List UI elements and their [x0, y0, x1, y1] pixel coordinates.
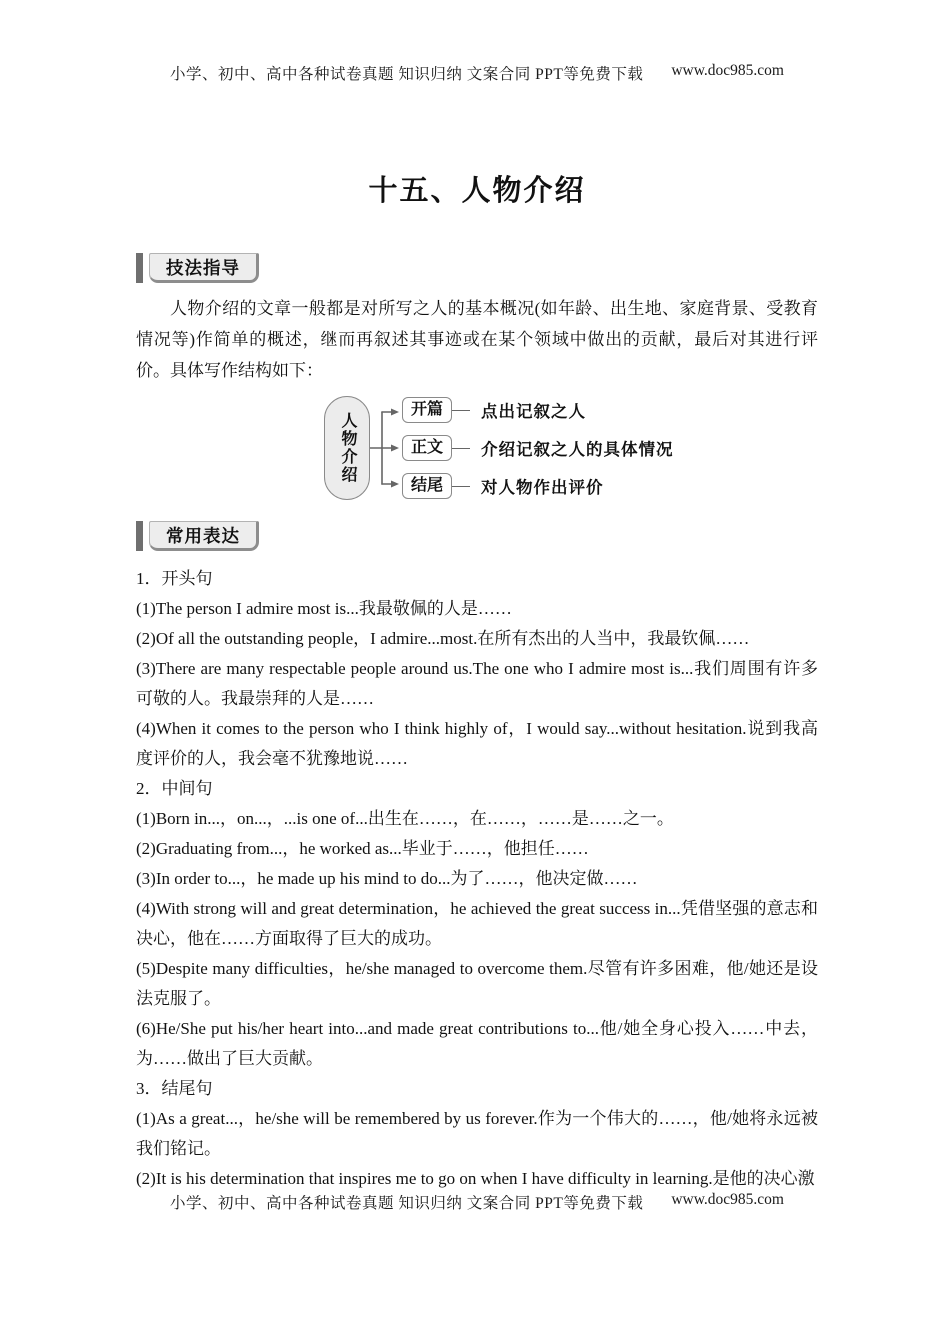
- document-body: [136, 168, 818, 1194]
- expression-item: (2)Graduating from...，he worked as...毕业于……，他担任……: [136, 839, 589, 858]
- branch-dash-line: [452, 448, 470, 449]
- connector-lines-icon: [370, 396, 402, 500]
- diagram-branch-ending: [402, 472, 674, 500]
- expression-item: (2)Of all the outstanding people，I admire...most.在所有杰出的人当中，我最钦佩……: [136, 629, 750, 648]
- branch-node-box: 开篇: [402, 397, 452, 423]
- header-text: 小学、初中、高中各种试卷真题 知识归纳 文案合同 PPT等免费下载: [170, 66, 644, 83]
- diagram-root-label: 人物介绍: [339, 412, 356, 484]
- footer-text: 小学、初中、高中各种试卷真题 知识归纳 文案合同 PPT等免费下载: [170, 1195, 644, 1212]
- expression-item: (4)With strong will and great determination，he achieved the great success in...凭借坚强的意志和决心，他在……方面取得了巨大的成功。: [136, 899, 818, 948]
- expression-item: (3)There are many respectable people around us.The one who I admire most is...我们周围有许多可敬的人。我最崇拜的人是……: [136, 659, 818, 708]
- group-heading: 1．开头句: [136, 569, 213, 588]
- expression-item: (5)Despite many difficulties，he/she managed to overcome them.尽管有许多困难，他/她还是设法克服了。: [136, 959, 818, 1008]
- page-footer: [136, 1191, 818, 1213]
- branch-node-box: 结尾: [402, 473, 452, 499]
- expression-item: (1)As a great...，he/she will be remembered by us forever.作为一个伟大的……，他/她将永远被我们铭记。: [136, 1109, 818, 1158]
- branch-description: 介绍记叙之人的具体情况: [481, 440, 674, 459]
- expression-item: (1)Born in...，on...，...is one of...出生在……，在……，……是……之一。: [136, 809, 674, 828]
- diagram-branch-opening: [402, 396, 674, 424]
- footer-url: www.doc985.com: [671, 1191, 784, 1208]
- expressions-badge-label: 常用表达: [149, 521, 259, 551]
- page-header: [136, 62, 818, 84]
- diagram-branch-body: [402, 434, 674, 462]
- diagram-root-node: [324, 396, 370, 500]
- expressions-list: [136, 564, 818, 1194]
- document-title: 十五、人物介绍: [368, 175, 586, 207]
- branch-description: 点出记叙之人: [481, 402, 587, 421]
- branch-node-box: 正文: [402, 435, 452, 461]
- expression-item: (1)The person I admire most is...我最敬佩的人是……: [136, 599, 512, 618]
- structure-diagram: [324, 392, 818, 504]
- branch-dash-line: [452, 410, 470, 411]
- expression-item: (3)In order to...，he made up his mind to do...为了……，他决定做……: [136, 869, 638, 888]
- branch-dash-line: [452, 486, 470, 487]
- technique-paragraph: 人物介绍的文章一般都是对所写之人的基本概况(如年龄、出生地、家庭背景、受教育情况等)作简单的概述，继而再叙述其事迹或在某个领域中做出的贡献，最后对其进行评价。具体写作结构如下：: [136, 299, 818, 380]
- group-heading: 2．中间句: [136, 779, 213, 798]
- expression-item: (6)He/She put his/her heart into...and made great contributions to...他/她全身心投入……中去，为……做出了巨大贡献。: [136, 1019, 818, 1068]
- diagram-branches: [402, 396, 674, 500]
- expressions-section-badge: [136, 521, 818, 551]
- branch-description: 对人物作出评价: [481, 478, 604, 497]
- technique-badge-label: 技法指导: [149, 253, 259, 283]
- header-url: www.doc985.com: [671, 62, 784, 79]
- expression-item: (2)It is his determination that inspires me to go on when I have difficulty in learning.是他的决心激: [136, 1169, 815, 1188]
- expression-item: (4)When it comes to the person who I think highly of，I would say...without hesitation.说到我高度评价的人，我会毫不犹豫地说……: [136, 719, 818, 768]
- group-heading: 3．结尾句: [136, 1079, 213, 1098]
- badge-accent-bar: [136, 521, 143, 551]
- badge-accent-bar: [136, 253, 143, 283]
- technique-section-badge: [136, 253, 818, 283]
